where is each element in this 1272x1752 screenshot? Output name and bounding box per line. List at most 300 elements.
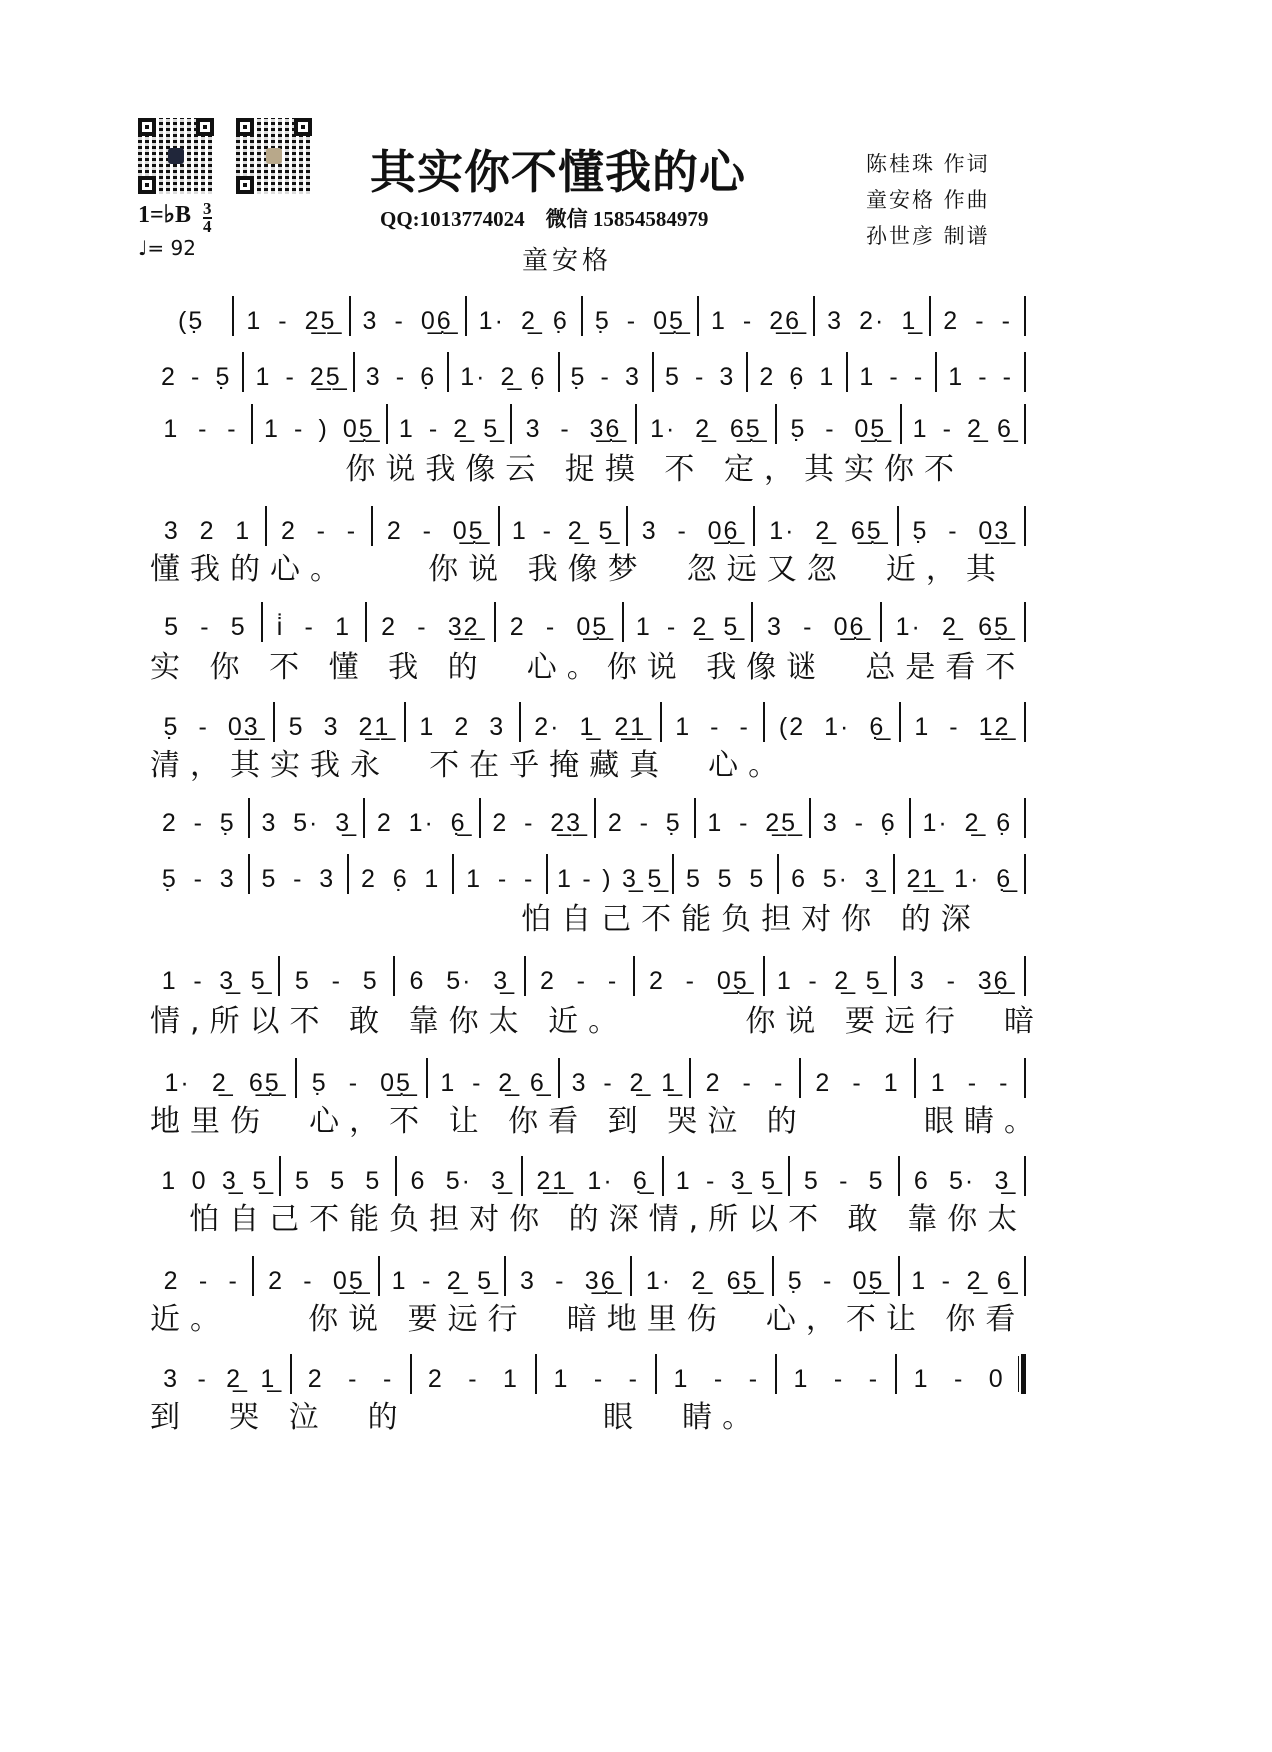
measure (628, 512, 753, 546)
notation-bars (150, 596, 1026, 642)
note: 1 (793, 1365, 810, 1393)
note: 6̲5̲̣̣ (850, 517, 883, 545)
note: 1 (675, 713, 692, 741)
note: 3 (319, 865, 336, 893)
note: 2 (759, 363, 776, 391)
note: 5 (362, 967, 379, 995)
measure (779, 860, 892, 894)
measure (900, 1262, 1024, 1296)
note: 3 (909, 967, 926, 995)
note: 1 (859, 363, 876, 391)
measure (150, 1064, 295, 1098)
measure (790, 1162, 898, 1196)
note: 5̲ (723, 613, 740, 641)
note: 5· (446, 967, 473, 995)
note: 5 (295, 1167, 311, 1195)
note: 3 (362, 307, 379, 335)
notation-line (150, 950, 1026, 996)
note: 2 (815, 1069, 832, 1097)
notation-line (150, 398, 1026, 444)
measure (916, 1064, 1024, 1098)
note: 1 (264, 415, 280, 443)
measure (150, 860, 248, 894)
note: 3 (827, 307, 844, 335)
note: 1̲2̲ (978, 713, 1011, 741)
measure (699, 302, 813, 336)
measure (150, 804, 248, 838)
note: 6̣̲ (869, 713, 886, 741)
note: 2̲ (500, 363, 517, 391)
note: 1 (466, 865, 483, 893)
note: 3 (323, 713, 340, 741)
note: 2̲ (520, 307, 537, 335)
note: - (294, 415, 305, 443)
note: 2̲ (567, 517, 584, 545)
note: 1 (440, 1069, 457, 1097)
measure (902, 410, 1024, 444)
measure (755, 512, 896, 546)
note: - (975, 307, 986, 335)
note: - (227, 415, 238, 443)
note: - (417, 613, 428, 641)
note: - (967, 1069, 979, 1097)
measure (388, 410, 510, 444)
note: 1 (710, 307, 727, 335)
note: 5̣ (161, 865, 178, 893)
notation-line (150, 1052, 1026, 1098)
note: 1 (556, 865, 573, 893)
note: 1 (914, 713, 931, 741)
note: 2 (381, 613, 398, 641)
note: 3̲ (221, 1167, 238, 1195)
note: - (468, 1365, 479, 1393)
note: 3̲ (493, 967, 510, 995)
note: 6̣ (552, 307, 569, 335)
notation-bars (150, 950, 1026, 996)
note: 2 (943, 307, 960, 335)
note: 0̲5̲̣ (576, 613, 609, 641)
note: 5 (330, 1167, 347, 1195)
note: 1 (819, 363, 836, 391)
note: 5̣ (163, 713, 180, 741)
note: 0 (988, 1365, 1005, 1393)
measure (632, 1262, 772, 1296)
note: - (706, 1167, 717, 1195)
measure (521, 708, 660, 742)
note: 1 (163, 415, 180, 443)
note: 3 (766, 613, 783, 641)
note: - (395, 363, 407, 391)
note: 5 (717, 865, 734, 893)
measure (691, 1064, 799, 1098)
barline (1024, 1058, 1026, 1098)
note: 3 (525, 415, 542, 443)
note: 0̲5̲̣ (716, 967, 749, 995)
measure (583, 302, 697, 336)
note: 1 (161, 1167, 178, 1195)
measure (280, 962, 393, 996)
note: - (639, 809, 650, 837)
lyric-line: 清，其实我永 不在乎掩藏真 心。 (150, 748, 789, 783)
measure (900, 1162, 1024, 1196)
note: - (422, 517, 433, 545)
measure (654, 358, 746, 392)
note: 5̲ (252, 1167, 269, 1195)
note: 6̣ (789, 363, 806, 391)
note: 3̲6̲̣ (977, 967, 1010, 995)
measure (395, 962, 523, 996)
measure (882, 608, 1025, 642)
measure (896, 962, 1024, 996)
note: 2 (427, 1365, 444, 1393)
note: 1· (895, 613, 922, 641)
note: 0̲6̲̣ (707, 517, 740, 545)
measure (367, 608, 494, 642)
measure (275, 708, 404, 742)
notation-bars (150, 1052, 1026, 1098)
note: - (803, 613, 814, 641)
note: 5̲ (598, 517, 615, 545)
barline (1024, 1156, 1026, 1196)
note: - (941, 1267, 952, 1295)
note: 5̲ (483, 415, 500, 443)
note: 1· (824, 713, 851, 741)
credits (866, 146, 990, 254)
note: - (198, 1267, 210, 1295)
measure (560, 358, 652, 392)
note: 2̲ (498, 1069, 515, 1097)
note: - (555, 1267, 566, 1295)
measure (748, 358, 846, 392)
lyric-line: 地里伤 心，不 让 你看 到 哭泣 的 眼睛。 (150, 1104, 1044, 1139)
note: 2 (648, 967, 665, 995)
note: 1· (954, 865, 981, 893)
note: - (1001, 307, 1012, 335)
measure (253, 410, 386, 444)
note: 6̣̲ (632, 1167, 649, 1195)
note: - (946, 967, 957, 995)
note: 1 (911, 1267, 928, 1295)
note: 1 (161, 967, 178, 995)
measure (150, 708, 273, 742)
note: - (773, 1069, 785, 1097)
measure (267, 512, 371, 546)
note: 5 (664, 363, 681, 391)
note: 6 (409, 967, 426, 995)
note: 2̲ (226, 1365, 243, 1393)
note: - (739, 713, 750, 741)
note: 6̣̲ (996, 865, 1013, 893)
barline (1024, 506, 1026, 546)
note: 1 (511, 517, 528, 545)
note: 2· (859, 307, 886, 335)
notation-bars (150, 346, 1026, 392)
note: 5̲ (477, 1267, 494, 1295)
measure (244, 358, 352, 392)
measure (801, 1064, 914, 1098)
note: 2̲5̲ (309, 363, 342, 391)
song-title: 其实你不懂我的心 (370, 145, 746, 199)
notation-bars (150, 1348, 1026, 1394)
measure (397, 1162, 521, 1196)
note: - (713, 1365, 725, 1393)
note: - (833, 1365, 845, 1393)
note: 1 (235, 517, 252, 545)
note: - (889, 363, 900, 391)
note: 0̲3̲ (227, 713, 260, 741)
measure (496, 608, 623, 642)
measure (512, 410, 634, 444)
note: 2̲6̲ (769, 307, 802, 335)
notation-bars (150, 398, 1026, 444)
measure (150, 512, 265, 546)
note: 1̲ (901, 307, 918, 335)
note: 5̣ (594, 307, 611, 335)
measure (560, 1064, 689, 1098)
measure (662, 708, 764, 742)
note: 6̲5̲̣̣ (978, 613, 1010, 641)
measure (150, 1162, 279, 1196)
notation-bars (150, 1250, 1026, 1296)
note: - (316, 517, 327, 545)
transcriber-credit: 孙世彦 制谱 (866, 224, 990, 248)
lyricist-credit: 陈桂珠 作词 (866, 152, 990, 176)
note: 3̲ (864, 865, 881, 893)
measure (467, 302, 581, 336)
lyric-line: 怕自己不能负担对你 的深情,所以不 敢 靠你太 (150, 1202, 1028, 1237)
note: - (739, 809, 750, 837)
note: - (560, 415, 571, 443)
qr-code-1 (138, 118, 214, 194)
note: 1 (503, 1365, 519, 1393)
note: - (348, 1069, 360, 1097)
note: 1· (460, 363, 487, 391)
note: 3 (571, 1069, 588, 1097)
note: 2̲5̲ (765, 809, 798, 837)
note: 3 (365, 363, 382, 391)
note: 2 (163, 1267, 180, 1295)
barline (1024, 798, 1026, 838)
note: 5̲ (865, 967, 882, 995)
barline (1024, 956, 1026, 996)
note: 0̲3̲ (978, 517, 1011, 545)
notation-line (150, 1150, 1026, 1196)
note: 1· (587, 1167, 614, 1195)
note: 5 (288, 713, 305, 741)
note: - (198, 713, 209, 741)
note: - (1002, 363, 1013, 391)
measure (931, 302, 1024, 336)
measure (234, 302, 348, 336)
note: - (472, 1069, 483, 1097)
note: - (394, 307, 405, 335)
note: - (953, 1365, 965, 1393)
note: 5 (685, 865, 702, 893)
note: 6̲ (996, 1267, 1013, 1295)
note: 1· (650, 415, 677, 443)
note: 3̲ (730, 1167, 747, 1195)
note: 5̲ (761, 1167, 778, 1195)
measure (428, 1064, 557, 1098)
note: 6̲5̲̣̣ (729, 415, 762, 443)
note: 1· (645, 1267, 673, 1295)
lyric-line: 懂我的心。 你说 我像梦 忽远又忽 近，其 (150, 552, 1006, 587)
note: 1 (335, 613, 351, 641)
note: 6 (791, 865, 807, 893)
note: 3 (261, 809, 278, 837)
measure (263, 608, 365, 642)
note: 5̣ (665, 809, 682, 837)
note: 6̣ (880, 809, 897, 837)
note: (5̣ (178, 307, 205, 335)
note: - (748, 1365, 760, 1393)
note: 0̲5̲̣ (452, 517, 485, 545)
note: - (582, 865, 593, 893)
measure (526, 962, 633, 996)
measure (250, 804, 363, 838)
note: 2̲ (692, 613, 709, 641)
note: 2̲ (967, 415, 983, 443)
notation-bars (150, 1150, 1026, 1196)
barline (1024, 702, 1026, 742)
note: 5· (822, 865, 850, 893)
note: 5 (868, 1167, 885, 1195)
note: 1 (948, 363, 965, 391)
note: 2 (161, 809, 178, 837)
measure (355, 358, 447, 392)
note: - (685, 967, 696, 995)
note: 3 (163, 1365, 180, 1393)
notation-bars (150, 696, 1026, 742)
note: - (600, 363, 611, 391)
note: 3̲ (219, 967, 236, 995)
measure (753, 608, 880, 642)
measure (506, 1262, 630, 1296)
barline (1024, 602, 1026, 642)
notation-line (150, 500, 1026, 546)
barline (1021, 1354, 1026, 1394)
lyric-line: 近。 你说 要远行 暗地里伤 心，不让 你看 (150, 1302, 1026, 1337)
note: 5· (293, 809, 320, 837)
composer-credit: 童安格 作曲 (866, 188, 990, 212)
note: 3̲ (335, 809, 352, 837)
note: i̇ (276, 613, 285, 641)
contact-info: QQ:1013774024 微信 15854584979 (380, 207, 709, 231)
note: 1· (164, 1069, 191, 1097)
note: 2̲ (453, 415, 470, 443)
measure (150, 608, 261, 642)
note: - (524, 809, 535, 837)
notation-line (150, 848, 1026, 894)
measure (664, 1162, 788, 1196)
note: - (198, 415, 209, 443)
note: 2· (534, 713, 561, 741)
note: 6̣̲ (450, 809, 467, 837)
note: 1 (635, 613, 652, 641)
note: 5 (164, 613, 180, 641)
note: 2 (280, 517, 297, 545)
note: 3̲ (491, 1167, 508, 1195)
note: 1 (675, 1167, 692, 1195)
measure (657, 1360, 775, 1394)
note: 5 (261, 865, 278, 893)
note: 0̲6̲̣ (420, 307, 453, 335)
note: 6̲ (529, 1069, 546, 1097)
note: - (666, 613, 678, 641)
measure (150, 1360, 290, 1394)
notation-line (150, 290, 1026, 336)
note: 6̣ (392, 865, 409, 893)
note: 1 (912, 415, 929, 443)
note: ) (602, 865, 613, 893)
measure (481, 804, 594, 838)
note: 2̲ (942, 613, 958, 641)
note: 5̣ (787, 1267, 804, 1295)
note: 5 (365, 1167, 382, 1195)
measure (406, 708, 519, 742)
note: - (422, 1267, 433, 1295)
note: 2 (268, 1267, 284, 1295)
note: 2̲ (964, 809, 981, 837)
note: - (742, 307, 754, 335)
measure (811, 804, 909, 838)
note: 5 (230, 613, 247, 641)
measure (150, 302, 232, 336)
measure (765, 708, 898, 742)
note: 3 (641, 517, 658, 545)
note: 1 (398, 415, 415, 443)
note: 3̲ (622, 865, 638, 893)
note: - (948, 517, 959, 545)
notation-line (150, 346, 1026, 392)
note: 2̲ (966, 1267, 983, 1295)
lyric-line: 实 你 不 懂 我 的 心。你说 我像谜 总是看不 (150, 650, 1026, 685)
measure (150, 410, 251, 444)
measure (696, 804, 809, 838)
note: 6 (410, 1167, 427, 1195)
note: - (545, 613, 557, 641)
note: - (303, 1267, 314, 1295)
note: 3 (489, 713, 506, 741)
notation-line (150, 792, 1026, 838)
note: 2̲ (695, 415, 712, 443)
note: 1̲ (661, 1069, 678, 1097)
lyric-line: 怕自己不能负担对你 的深 (150, 902, 981, 937)
note: 2 (539, 967, 556, 995)
note: 3 (519, 1267, 536, 1295)
note: 1 (419, 713, 436, 741)
note: 5̣ (570, 363, 587, 391)
note: 2̲1̲ (358, 713, 391, 741)
note: 6̣ (420, 363, 437, 391)
note: 6̲5̲̣̣ (248, 1069, 281, 1097)
note: 5 (294, 967, 311, 995)
note: ) (318, 415, 329, 443)
measure (548, 860, 672, 894)
note: - (331, 967, 342, 995)
note: - (542, 517, 553, 545)
note: - (428, 415, 440, 443)
note: - (197, 1365, 208, 1393)
notation-line (150, 1250, 1026, 1296)
note: 0̲6̲̣ (833, 613, 866, 641)
measure (292, 1360, 410, 1394)
time-signature: $\frac{3}{4}$ (203, 199, 212, 237)
note: - (913, 363, 925, 391)
note: 2̲3̲ (550, 809, 583, 837)
note: 3 (822, 809, 839, 837)
note: 1 (246, 307, 263, 335)
